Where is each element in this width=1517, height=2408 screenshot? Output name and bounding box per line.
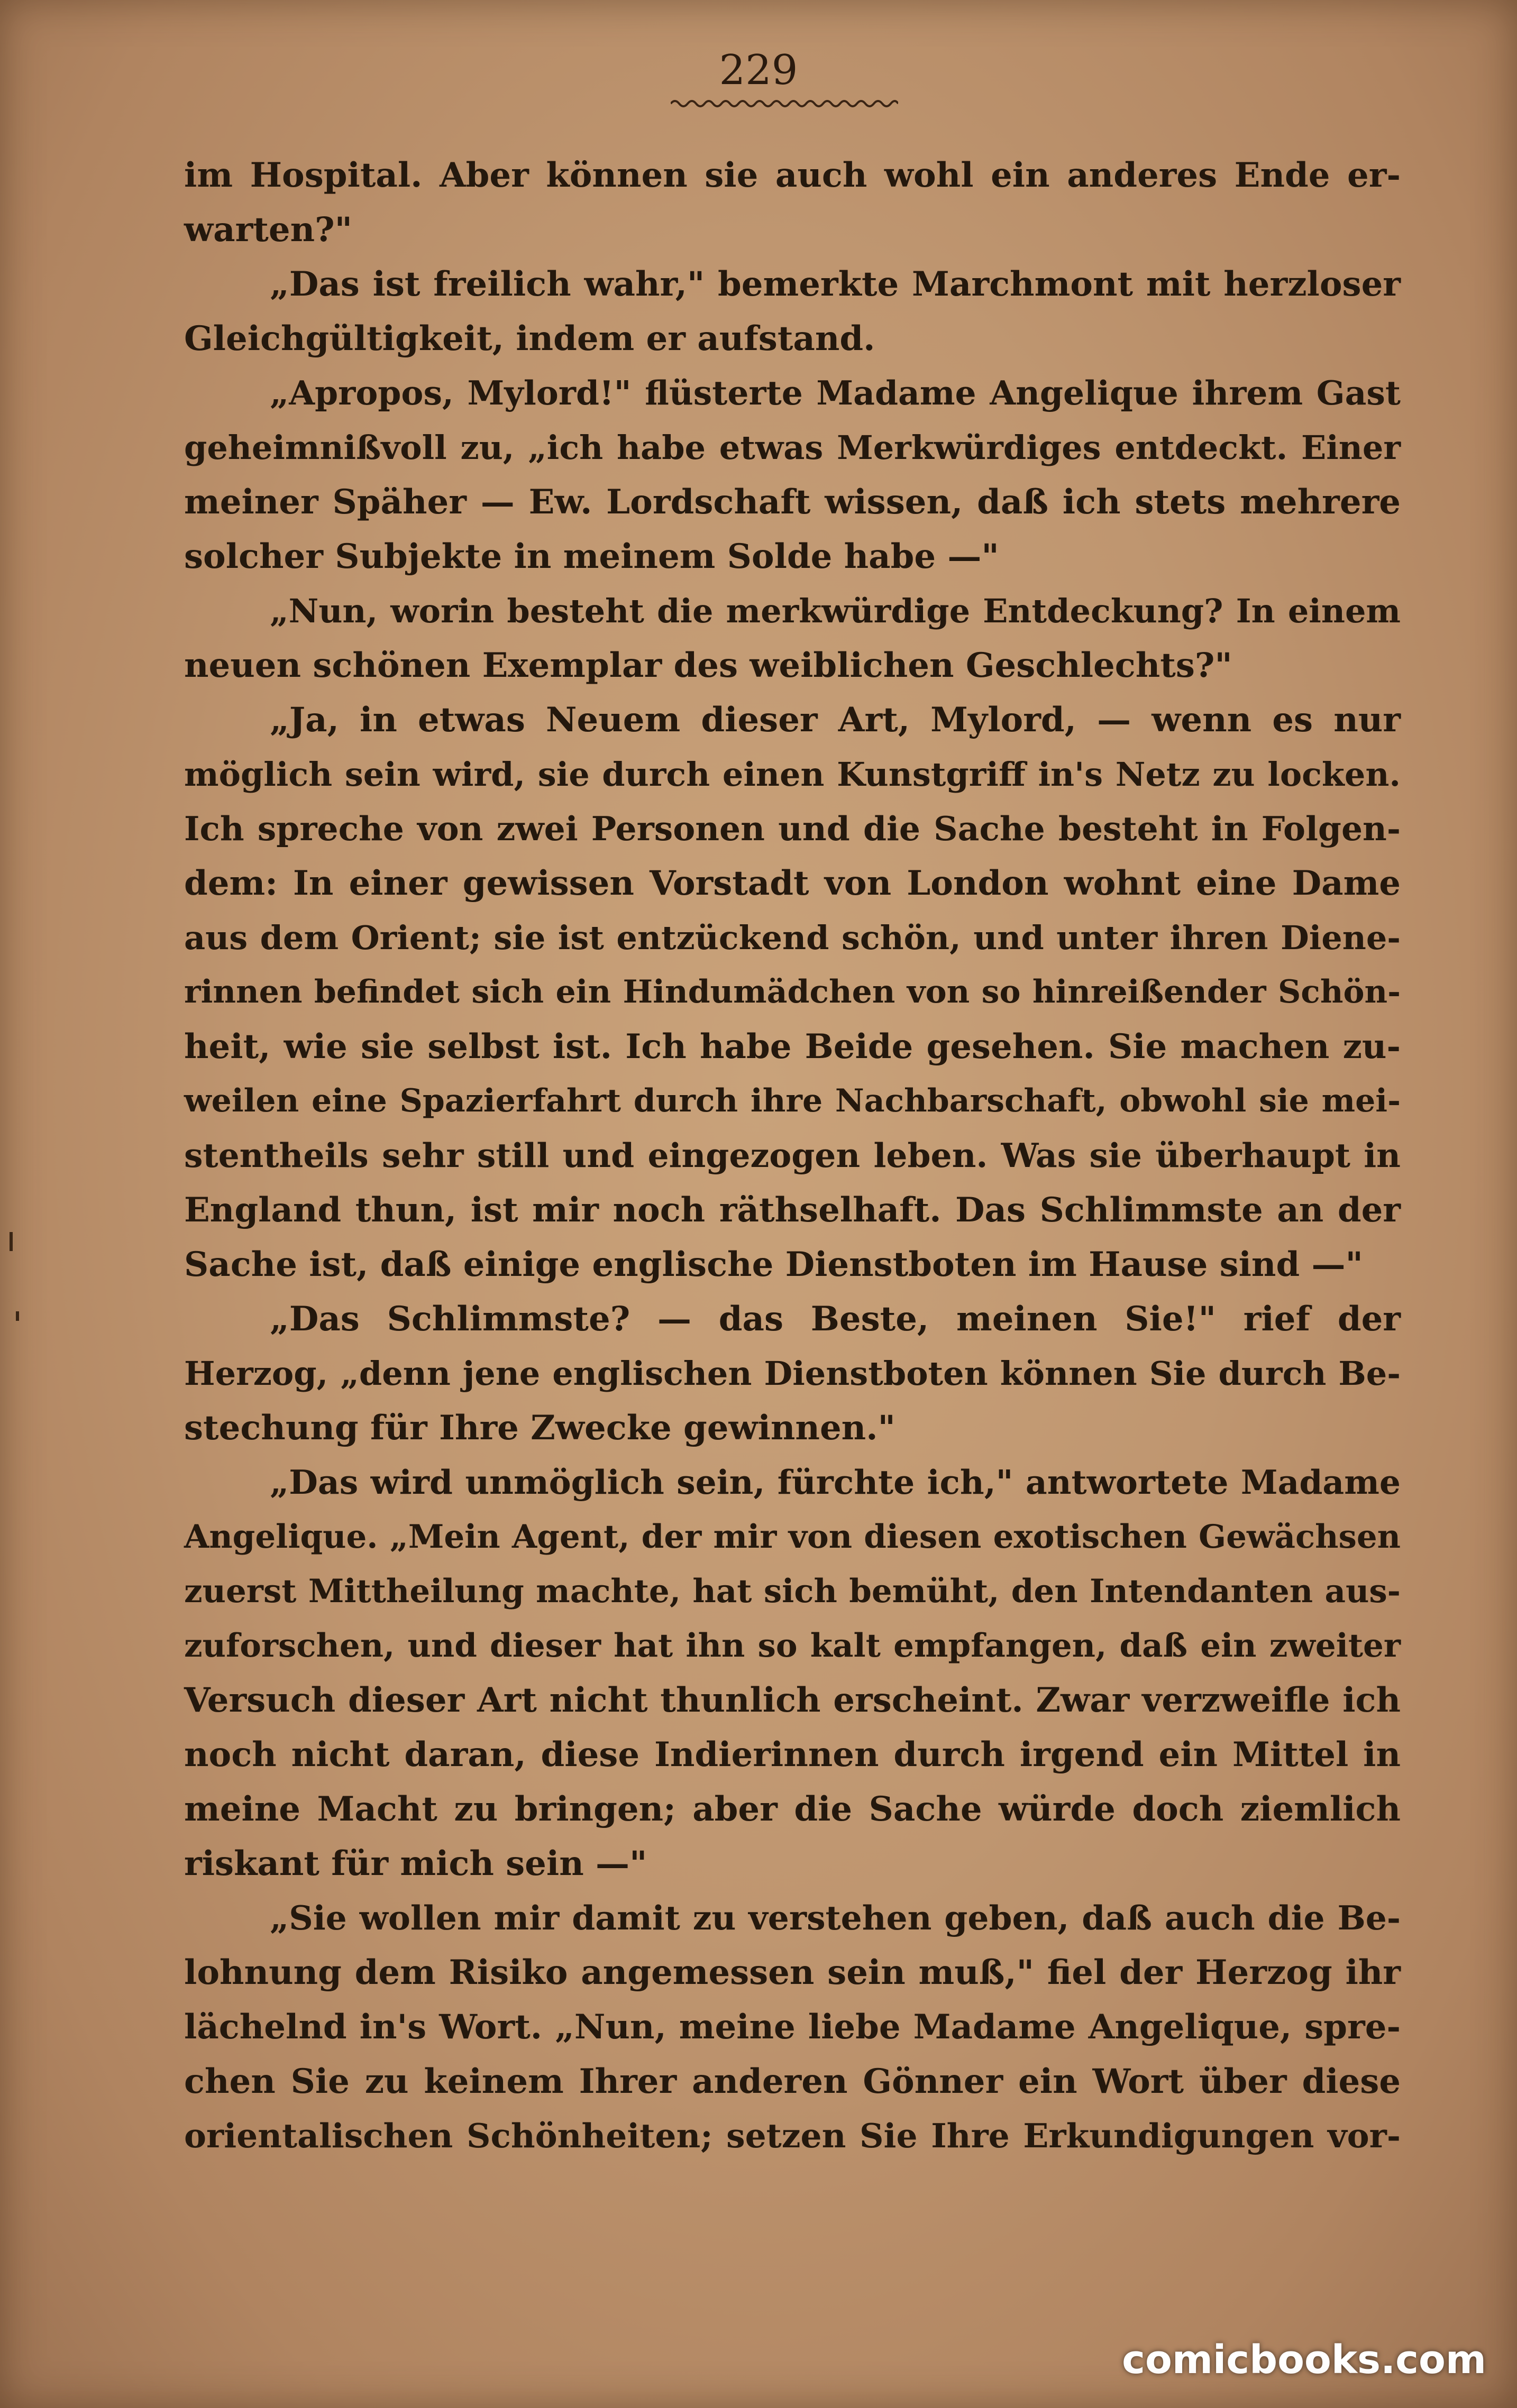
margin-mark — [10, 1232, 13, 1251]
text-line: heit, wie sie selbst ist. Ich habe Beide gesehen. Sie machen zu- — [184, 1027, 1401, 1067]
text-line: möglich sein wird, sie durch einen Kunstgriff in's Netz zu locken. — [184, 755, 1401, 794]
text-line: „Das ist freilich wahr," bemerkte Marchmont mit herzloser — [270, 264, 1401, 304]
text-line: rinnen befindet sich ein Hindumädchen von so hinreißender Schön- — [184, 973, 1401, 1010]
text-line: Sache ist, daß einige englische Dienstboten im Hause sind —" — [184, 1245, 1363, 1284]
text-line: stentheils sehr still und eingezogen leben. Was sie überhaupt in — [184, 1136, 1401, 1175]
page-number: 229 — [719, 47, 798, 94]
text-line: meiner Späher — Ew. Lordschaft wissen, daß ich stets mehrere — [184, 482, 1401, 522]
text-line: „Apropos, Mylord!" flüsterte Madame Angelique ihrem Gast — [270, 373, 1401, 412]
text-line: orientalischen Schönheiten; setzen Sie Ihre Erkundigungen vor- — [184, 2116, 1401, 2155]
ornament-rule — [671, 96, 898, 111]
watermark: comicbooks.com — [1122, 2337, 1486, 2383]
text-line: aus dem Orient; sie ist entzückend schön, und unter ihren Diene- — [184, 918, 1401, 957]
text-line: riskant für mich sein —" — [184, 1844, 647, 1883]
text-line: im Hospital. Aber können sie auch wohl ein anderes Ende er- — [184, 155, 1401, 195]
text-line: „Das Schlimmste? — das Beste, meinen Sie!" rief der — [270, 1299, 1401, 1339]
text-line: „Sie wollen mir damit zu verstehen geben, daß auch die Be- — [270, 1898, 1401, 1937]
text-line: neuen schönen Exemplar des weiblichen Geschlechts?" — [184, 646, 1232, 685]
text-line: „Das wird unmöglich sein, fürchte ich," antwortete Madame — [270, 1463, 1401, 1502]
text-line: chen Sie zu keinem Ihrer anderen Gönner ein Wort über diese — [184, 2062, 1401, 2101]
text-line: warten?" — [184, 210, 352, 250]
text-line: „Ja, in etwas Neuem dieser Art, Mylord, — wenn es nur — [270, 700, 1401, 740]
text-line: zuforschen, und dieser hat ihn so kalt empfangen, daß ein zweiter — [184, 1627, 1401, 1665]
text-line: meine Macht zu bringen; aber die Sache würde doch ziemlich — [184, 1789, 1401, 1829]
text-line: stechung für Ihre Zwecke gewinnen." — [184, 1408, 895, 1448]
text-line: solcher Subjekte in meinem Solde habe —" — [184, 537, 999, 576]
margin-mark — [16, 1311, 19, 1321]
text-line: zuerst Mittheilung machte, hat sich bemüht, den Intendanten aus- — [184, 1573, 1401, 1610]
text-line: „Nun, worin besteht die merkwürdige Entdeckung? In einem — [270, 592, 1401, 630]
text-line: dem: In einer gewissen Vorstadt von London wohnt eine Dame — [184, 863, 1401, 903]
text-line: Herzog, „denn jene englischen Dienstboten können Sie durch Be- — [184, 1354, 1401, 1393]
text-line: geheimnißvoll zu, „ich habe etwas Merkwürdiges entdeckt. Einer — [184, 428, 1401, 467]
text-line: Angelique. „Mein Agent, der mir von diesen exotischen Gewächsen — [184, 1518, 1401, 1556]
text-line: lächelnd in's Wort. „Nun, meine liebe Madame Angelique, spre- — [184, 2007, 1401, 2047]
text-line: noch nicht daran, diese Indierinnen durch irgend ein Mittel in — [184, 1735, 1401, 1775]
text-line: Ich spreche von zwei Personen und die Sache besteht in Folgen- — [184, 809, 1401, 848]
text-line: England thun, ist mir noch räthselhaft. Das Schlimmste an der — [184, 1190, 1401, 1230]
text-line: weilen eine Spazierfahrt durch ihre Nachbarschaft, obwohl sie mei- — [184, 1082, 1401, 1119]
text-line: lohnung dem Risiko angemessen sein muß," fiel der Herzog ihr — [184, 1953, 1401, 1992]
body-text — [184, 148, 1401, 2163]
text-line: Gleichgültigkeit, indem er aufstand. — [184, 319, 875, 359]
text-line: Versuch dieser Art nicht thunlich erscheint. Zwar verzweifle ich — [184, 1680, 1401, 1720]
